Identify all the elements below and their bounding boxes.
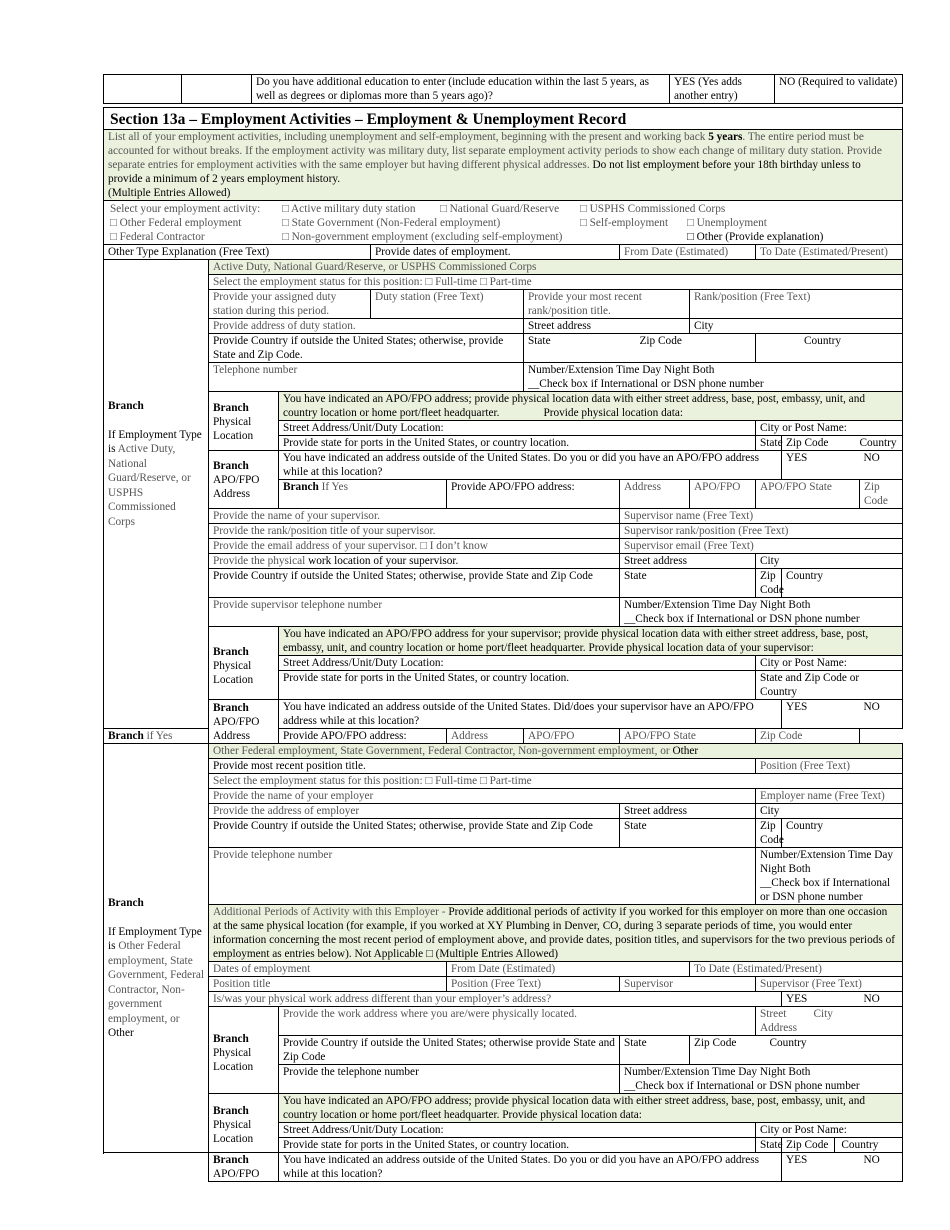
mil-phys-msg-a: You have indicated an APO/FPO address; provide physical location data with either street address, base, post, embassy, unit, and country location or home port/fleet headquarter.: [283, 393, 865, 419]
other-telephone-field[interactable]: [756, 848, 903, 905]
other-employer-name-field[interactable]: Employer name (Free Text): [756, 789, 903, 804]
sup-phys-street[interactable]: Street Address/Unit/Duty Location:: [279, 656, 756, 671]
provide-dates-label: Provide dates of employment.: [371, 245, 620, 260]
section-title: Section 13a – Employment Activities – Employment & Unemployment Record: [104, 108, 903, 130]
other-tel-options[interactable]: Number/Extension Time Day Night Both: [760, 849, 894, 875]
opt-other[interactable]: □ Other (Provide explanation): [687, 231, 824, 243]
education-yes-option[interactable]: YES (Yes adds another entry): [670, 75, 775, 104]
opt-national-guard[interactable]: □ National Guard/Reserve: [440, 203, 560, 215]
sup-phys-state-question: Provide state for ports in the United States, or country location.: [279, 671, 756, 700]
mil-phys-label: Physical Location: [213, 416, 254, 442]
education-no-option[interactable]: NO (Required to validate): [775, 75, 903, 104]
other-position-field[interactable]: Position (Free Text): [756, 759, 903, 774]
other-employer-address-question: Provide the address of employer: [209, 804, 620, 819]
work-phys-branch-label: Branch: [213, 1033, 249, 1045]
mil-address-question: Provide address of duty station.: [209, 319, 524, 334]
opt-unemployment[interactable]: □ Unemployment: [687, 217, 767, 229]
other-telephone-label: Provide telephone number: [209, 848, 756, 905]
work-street-field[interactable]: Street Address: [756, 1007, 782, 1036]
blank-cell: [104, 75, 182, 104]
other-header: [209, 744, 903, 759]
mil-zip-label: Zip Code: [639, 335, 682, 347]
work-country-field[interactable]: [756, 1036, 903, 1065]
mil-rank-field[interactable]: Rank/position (Free Text): [690, 290, 903, 319]
other-header-a: Other Federal employment, State Government, Federal Contractor, Non-government employment, or: [213, 745, 673, 757]
addl-label: Additional Periods of Activity with this Employer -: [213, 906, 449, 918]
other-side-branch: Branch: [108, 896, 144, 909]
form-page: [103, 74, 902, 1182]
mil-side-rest: Active Duty, National Guard/Reserve, or USPHS Commissioned Corps: [108, 443, 191, 528]
work-physical-branch: [209, 1007, 279, 1094]
mil-apo-message: You have indicated an address outside of the United States. Do you or did you have an APO/FPO address while at this location?: [279, 451, 782, 480]
other-phys2-state-question: Provide state for ports in the United States, or country location.: [279, 1138, 756, 1153]
instr-text-b: . The entire period must be accounted for without breaks. If the employment activity was military duty, list separate employment activity periods to show each change of military duty station. Provide separate entries for employment activities with the same employer but having different physical addresses.: [108, 131, 882, 171]
sup-apo-zip[interactable]: Zip Code: [756, 729, 860, 744]
sup-apo-branch-label: Branch: [213, 701, 249, 714]
other-phys2-country: Country: [841, 1139, 879, 1151]
mil-apo-zip[interactable]: Zip Code: [860, 480, 903, 509]
mil-apo-no[interactable]: NO: [860, 451, 903, 480]
other-type-explanation[interactable]: Other Type Explanation (Free Text): [104, 245, 371, 260]
sup-apo-ifyes-label: if Yes: [143, 730, 173, 742]
mil-phys-message: [279, 392, 903, 421]
other-additional-periods: [209, 905, 903, 962]
divider: [834, 1138, 835, 1152]
opt-self-employment[interactable]: □ Self-employment: [580, 217, 669, 229]
other-status-select[interactable]: Select the employment status for this position: □ Full-time □ Part-time: [209, 774, 903, 789]
sup-work-a: Provide the physical: [213, 555, 306, 567]
mil-tel-options[interactable]: Number/Extension Time Day Night Both: [528, 364, 715, 376]
mil-apo-yes[interactable]: YES: [782, 451, 860, 480]
other-phys2-zipcountry[interactable]: [782, 1138, 903, 1153]
sup-work-question: [209, 554, 620, 569]
opt-other-federal[interactable]: □ Other Federal employment: [110, 217, 242, 229]
other-phys2-message: You have indicated an APO/FPO address; provide physical location data with either street address, base, post, embassy, unit, and country location or home port/fleet headquarter. Provide physical location data:: [279, 1094, 903, 1123]
work-telephone-label: Provide the telephone number: [279, 1065, 620, 1094]
mil-recent-title-question: Provide your most recent rank/position title.: [524, 290, 690, 319]
mil-apo-ifyes-branch: Branch: [283, 481, 319, 493]
mil-apo-ifyes-label: If Yes: [318, 481, 348, 493]
instr-bold: 5 years: [708, 131, 743, 143]
sup-telephone-field[interactable]: [620, 598, 903, 627]
work-tel-options[interactable]: Number/Extension Time Day Night Both: [624, 1066, 811, 1078]
mil-phys-city[interactable]: City or Post Name:: [756, 421, 903, 436]
mil-duty-question: Provide your assigned duty station during this period.: [209, 290, 371, 319]
work-state-field[interactable]: State: [620, 1036, 690, 1065]
other-side-other: Other: [108, 1027, 134, 1039]
mil-apo-ifyes: [279, 480, 447, 509]
work-zip-field[interactable]: Zip Code: [690, 1036, 756, 1065]
mil-country-field[interactable]: [756, 334, 903, 363]
other-country-question: Provide Country if outside the United States; otherwise, provide State and Zip Code: [209, 819, 620, 848]
sup-rank-field[interactable]: Supervisor rank/position (Free Text): [620, 524, 903, 539]
mil-city-field[interactable]: City: [690, 319, 903, 334]
work-tel-check[interactable]: __Check box if International or DSN phone number: [624, 1080, 860, 1092]
sup-country-question: Provide Country if outside the United States; otherwise, provide State and Zip Code: [209, 569, 620, 598]
work-country-label: Country: [769, 1037, 807, 1049]
work-city-label: City: [813, 1008, 833, 1020]
other-apo-message: You have indicated an address outside of the United States. Do you or did you have an APO/FPO address while at this location?: [279, 1153, 782, 1182]
addl-dates-label: Dates of employment: [209, 962, 447, 977]
mil-country-question: Provide Country if outside the United States; otherwise, provide State and Zip Code.: [209, 334, 524, 363]
other-phys2-city[interactable]: City or Post Name:: [756, 1123, 903, 1138]
mil-phys-branch-label: Branch: [213, 402, 249, 414]
sup-physical-branch: [209, 627, 279, 700]
sup-apo-message: You have indicated an address outside of the United States. Did/does your supervisor have an APO/FPO address while at this location?: [279, 700, 782, 729]
sup-phys-label: Physical Location: [213, 660, 254, 686]
other-street-field[interactable]: Street address: [620, 804, 756, 819]
mil-apo-state[interactable]: APO/FPO State: [756, 480, 860, 509]
other-phys2-label: Physical Location: [213, 1119, 254, 1145]
work-country-question: Provide Country if outside the United States; otherwise provide State and Zip Code: [279, 1036, 620, 1065]
opt-active-military[interactable]: □ Active military duty station: [282, 203, 416, 215]
work-city-field[interactable]: [782, 1007, 903, 1036]
sup-country-field[interactable]: Country: [782, 569, 903, 598]
opt-usphs[interactable]: □ USPHS Commissioned Corps: [580, 203, 726, 215]
sup-tel-options[interactable]: Number/Extension Time Day Night Both: [624, 599, 811, 611]
addl-supervisor-field[interactable]: Supervisor (Free Text): [756, 977, 903, 992]
instr-text-c: Do not list employment before your 18th birthday unless to provide a minimum of 2 years employment history.: [108, 159, 861, 185]
addl-from-field[interactable]: From Date (Estimated): [447, 962, 690, 977]
other-phys2-street[interactable]: Street Address/Unit/Duty Location:: [279, 1123, 756, 1138]
sup-apo-ifyes: [104, 729, 279, 744]
mil-phys-state-question: Provide state for ports in the United States, or country location.: [279, 436, 756, 451]
sup-phys-city[interactable]: City or Post Name:: [756, 656, 903, 671]
sup-apo-address[interactable]: Address: [447, 729, 524, 744]
addl-position-field[interactable]: Position (Free Text): [447, 977, 620, 992]
sup-apo-yes[interactable]: YES: [782, 700, 860, 729]
activity-select: [104, 201, 903, 245]
sup-rank-question: Provide the rank/position title of your supervisor.: [209, 524, 620, 539]
mil-phys-zip[interactable]: Zip Code: [782, 436, 860, 451]
addl-to-field[interactable]: To Date (Estimated/Present): [690, 962, 903, 977]
mil-phys-street[interactable]: Street Address/Unit/Duty Location:: [279, 421, 756, 436]
other-city-field[interactable]: City: [756, 804, 903, 819]
instr-text-a: List all of your employment activities, including unemployment and self-employment, beginning with the present and working back: [108, 131, 709, 143]
sup-telephone-label: Provide supervisor telephone number: [209, 598, 620, 627]
other-side-mid: Other Federal employment, State Government, Federal Contractor, Non-government employment, or: [108, 940, 204, 1025]
sup-email-question[interactable]: Provide the email address of your supervisor. □ I don’t know: [209, 539, 620, 554]
mil-street-field[interactable]: Street address: [524, 319, 690, 334]
mil-tel-check[interactable]: __Check box if International or DSN phone number: [528, 378, 764, 390]
sup-state-field[interactable]: State: [620, 569, 756, 598]
sup-street-field[interactable]: Street address: [620, 554, 756, 569]
other-recent-question: Provide most recent position title.: [209, 759, 756, 774]
diff-address-no[interactable]: NO: [860, 992, 903, 1007]
mil-phys-state[interactable]: State: [756, 436, 782, 451]
blank-cell: [182, 75, 252, 104]
section-13a-table: [103, 107, 903, 1182]
mil-apo-provide: Provide APO/FPO address:: [447, 480, 620, 509]
other-apo-branch: [209, 1153, 279, 1182]
other-header-b: Other: [672, 745, 699, 757]
sup-phys-message: You have indicated an APO/FPO address for your supervisor; provide physical location data with either street address, base, post, embassy, unit, and country location or home port/fleet headquarter. Provide physical location data of your supervisor:: [279, 627, 903, 656]
other-country-field[interactable]: Country: [782, 819, 903, 848]
other-apo-yes[interactable]: YES: [782, 1153, 860, 1182]
other-branch-side: [104, 744, 209, 1153]
mil-apo-label: APO/FPO Address: [213, 473, 260, 500]
mil-state-field[interactable]: State: [524, 334, 620, 363]
other-phys2-branch-label: Branch: [213, 1105, 249, 1117]
mil-phys-country[interactable]: Country: [860, 436, 903, 451]
from-date-field[interactable]: From Date (Estimated): [620, 245, 756, 260]
work-address-question: Provide the work address where you are/were physically located.: [279, 1007, 756, 1036]
other-tel-check[interactable]: __Check box if International or DSN phone number: [760, 877, 891, 903]
opt-federal-contractor[interactable]: □ Federal Contractor: [110, 231, 205, 243]
mil-zip-field[interactable]: [620, 334, 756, 363]
education-question: Do you have additional education to enter (include education within the last 5 years, as well as degrees or diplomas more than 5 years ago)?: [252, 75, 670, 104]
mil-duty-field[interactable]: Duty station (Free Text): [371, 290, 524, 319]
addl-text[interactable]: Provide additional periods of activity if you worked for this employer on more than one occasion at the same physical location (for example, if you worked at XY Plumbing in Denver, CO, during 3 separate periods of time, you would enter information concerning the most recent period of employment above, and provide dates, position titles, and supervisors for the two previous periods of employment as entries below). Not Applicable □ (Multiple Entries Allowed): [213, 906, 896, 960]
opt-non-government[interactable]: □ Non-government employment (excluding self-employment): [282, 231, 563, 243]
sup-apo-apofpo[interactable]: APO/FPO: [524, 729, 620, 744]
mil-telephone-field[interactable]: [524, 363, 903, 392]
work-phys-label: Physical Location: [213, 1047, 254, 1073]
opt-state-government[interactable]: □ State Government (Non-Federal employment): [282, 217, 501, 229]
sup-tel-check[interactable]: __Check box if International or DSN phone number: [624, 613, 860, 625]
instr-multiple: (Multiple Entries Allowed): [108, 187, 231, 199]
sup-phys-szc[interactable]: State and Zip Code or Country: [756, 671, 903, 700]
sup-phys-branch-label: Branch: [213, 646, 249, 658]
other-apo-no[interactable]: NO: [860, 1153, 903, 1182]
sup-email-field[interactable]: Supervisor email (Free Text): [620, 539, 903, 554]
military-header: Active Duty, National Guard/Reserve, or USPHS Commissioned Corps: [209, 260, 903, 275]
mil-apo-apofpo[interactable]: APO/FPO: [690, 480, 756, 509]
other-employer-name-question: Provide the name of your employer: [209, 789, 756, 804]
sup-apo-ifyes-branch: Branch: [108, 730, 144, 742]
sup-apo-no[interactable]: NO: [860, 700, 903, 729]
other-phys2-branch: [209, 1094, 279, 1153]
addl-supervisor-label: Supervisor: [620, 977, 756, 992]
diff-address-yes[interactable]: YES: [782, 992, 860, 1007]
mil-apo-address[interactable]: Address: [620, 480, 690, 509]
other-phys2-state[interactable]: State: [756, 1138, 782, 1153]
sup-name-question: Provide the name of your supervisor.: [209, 509, 620, 524]
military-branch-side: [104, 260, 209, 729]
mil-country-label: Country: [804, 335, 842, 347]
diff-address-question: Is/was your physical work address different than your employer’s address?: [209, 992, 782, 1007]
sup-apo-state[interactable]: APO/FPO State: [620, 729, 756, 744]
addl-position-label: Position title: [209, 977, 447, 992]
mil-physical-branch: [209, 392, 279, 451]
mil-side-if: If Employment Type is: [108, 428, 202, 456]
other-zip-field[interactable]: Zip Code: [756, 819, 782, 848]
other-apo-label: APO/FPO: [213, 1168, 260, 1180]
sup-name-field[interactable]: Supervisor name (Free Text): [620, 509, 903, 524]
to-date-field[interactable]: To Date (Estimated/Present): [756, 245, 903, 260]
sup-work-b: work location of your supervisor.: [305, 555, 459, 567]
mil-telephone-label: Telephone number: [209, 363, 524, 392]
sup-apo-provide: Provide APO/FPO address:: [279, 729, 447, 744]
work-telephone-field[interactable]: [620, 1065, 903, 1094]
mil-apo-branch-label: Branch: [213, 459, 249, 472]
other-side-if: If Employment Type is: [108, 925, 202, 952]
sup-apo-label: APO/FPO Address: [213, 715, 260, 742]
education-continue-table: [103, 74, 903, 104]
sup-city-field[interactable]: City: [756, 554, 903, 569]
other-state-field[interactable]: State: [620, 819, 756, 848]
section-instructions: [104, 130, 903, 201]
sup-zip-field[interactable]: Zip Code: [756, 569, 782, 598]
mil-apo-branch: [209, 451, 279, 509]
mil-status-select[interactable]: Select the employment status for this position: □ Full-time □ Part-time: [209, 275, 903, 290]
activity-select-label: Select your employment activity:: [110, 203, 261, 215]
mil-phys-msg-b: Provide physical location data:: [543, 407, 684, 419]
other-apo-branch-label: Branch: [213, 1154, 249, 1166]
other-phys2-zip: Zip Code: [786, 1139, 829, 1151]
mil-side-branch: Branch: [108, 399, 144, 412]
